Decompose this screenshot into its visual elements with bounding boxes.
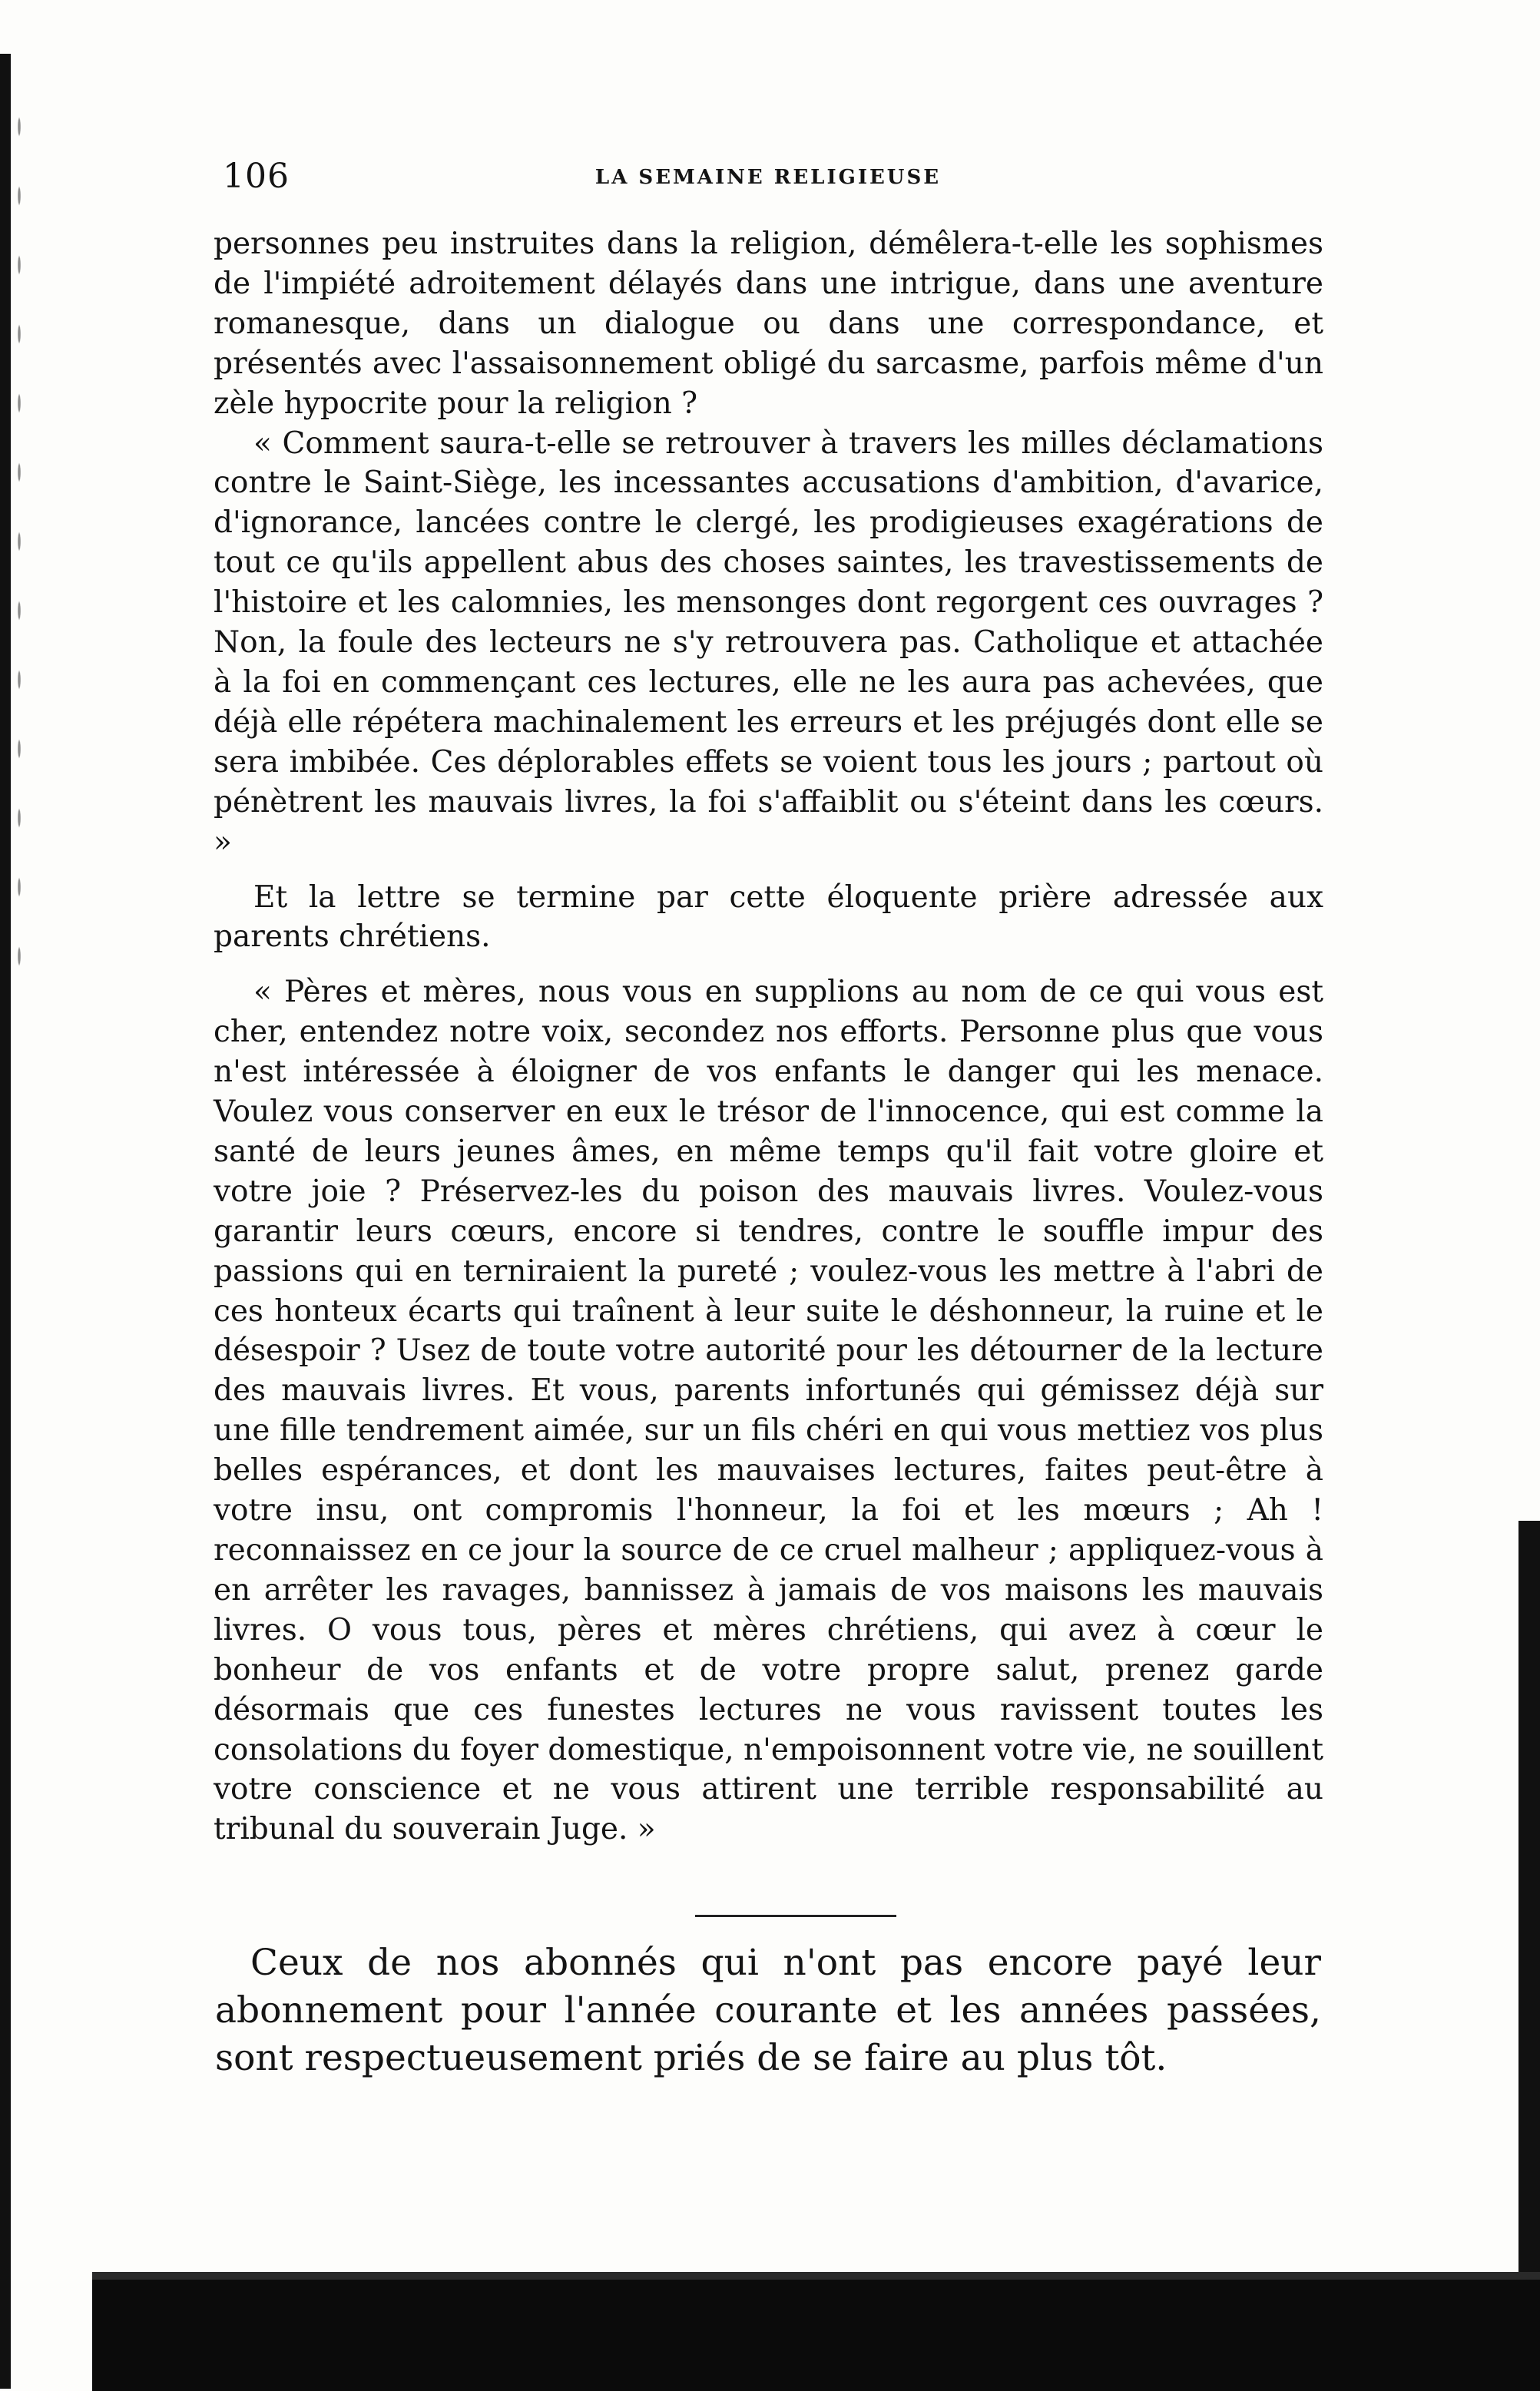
scan-left-edge: [0, 54, 11, 2389]
scan-specks: [14, 92, 25, 1014]
subscriber-notice: [215, 1939, 1321, 2082]
running-head: LA SEMAINE RELIGIEUSE: [594, 166, 942, 189]
scan-bottom-band: [92, 2272, 1540, 2391]
notice-text: Ceux de nos abonnés qui n'ont pas encore payé leur abonnement pour l'année courante et les années passées, sont respectueusement priés de se faire au plus tôt.: [215, 1942, 1321, 2079]
page-header: [223, 154, 1313, 200]
page-number: 106: [223, 157, 290, 196]
paragraph-continuation: personnes peu instruites dans la religion, démêlera-t-elle les sophismes de l'impiété adroitement délayés dans une intrigue, dans une aventure romanesque, dans un dialogue ou dans une correspondance, et présentés avec l'assaisonnement obligé du sarcasme, parfois même d'un zèle hypocrite pour la religion ?: [214, 227, 1323, 421]
end-rule: [695, 1915, 896, 1917]
scan-right-edge: [1518, 1521, 1540, 2391]
paragraph-quote-1: « Comment saura-t-elle se retrouver à travers les milles déclamations contre le Saint-Siège, les incessantes accusations d'ambition, d'avarice, d'ignorance, lancées contre le clergé, les prodigieuses exagérations de tout ce qu'ils appellent abus des choses saintes, les travestissements de l'histoire et les calomnies, les mensonges dont regorgent ces ouvrages ? Non, la foule des lecteurs ne s'y retrouvera pas. Catholique et attachée à la foi en commençant ces lectures, elle ne les aura pas achevées, que déjà elle répétera machinalement les erreurs et les préjugés dont elle se sera imbibée. Ces déplorables effets se voient tous les jours ; partout où pénètrent les mauvais livres, la foi s'affaiblit ou s'éteint dans les cœurs. »: [214, 426, 1323, 859]
paragraph-transition: Et la lettre se termine par cette éloquente prière adressée aux parents chrétiens.: [214, 879, 1323, 955]
paragraph-prayer: « Pères et mères, nous vous en supplions au nom de ce qui vous est cher, entendez notre voix, secondez nos efforts. Personne plus que vous n'est intéressée à éloigner de vos enfants le danger qui les menace. Voulez vous conserver en eux le trésor de l'innocence, qui est comme la santé de leurs jeunes âmes, en même temps qu'il fait votre gloire et votre joie ? Préservez-les du poison des mauvais livres. Voulez-vous garantir leurs cœurs, encore si tendres, contre le souffle impur des passions qui en terniraient la pureté ; voulez-vous les mettre à l'abri de ces honteux écarts qui traînent à leur suite le déshonneur, la ruine et le désespoir ? Usez de toute votre autorité pour les détourner de la lecture des mauvais livres. Et vous, parents infortunés qui gémissez déjà sur une fille tendrement aimée, sur un fils chéri en qui vous mettiez vos plus belles espérances, et dont les mauvaises lectures, faites peut-être à votre insu, ont compromis l'honneur, la foi et les mœurs ; Ah ! reconnaissez en ce jour la source de ce cruel malheur ; appliquez-vous à en arrêter les ravages, bannissez à jamais de vos maisons les mauvais livres. O vous tous, pères et mères chrétiens, qui avez à cœur le bonheur de vos enfants et de votre propre salut, prenez garde désormais que ces funestes lectures ne vous ravissent toutes les consolations du foyer domestique, n'empoisonnent votre vie, ne souillent votre conscience et ne vous attirent une terrible responsabilité au tribunal du souverain Juge. »: [214, 975, 1323, 1847]
article-body: [214, 224, 1323, 1850]
